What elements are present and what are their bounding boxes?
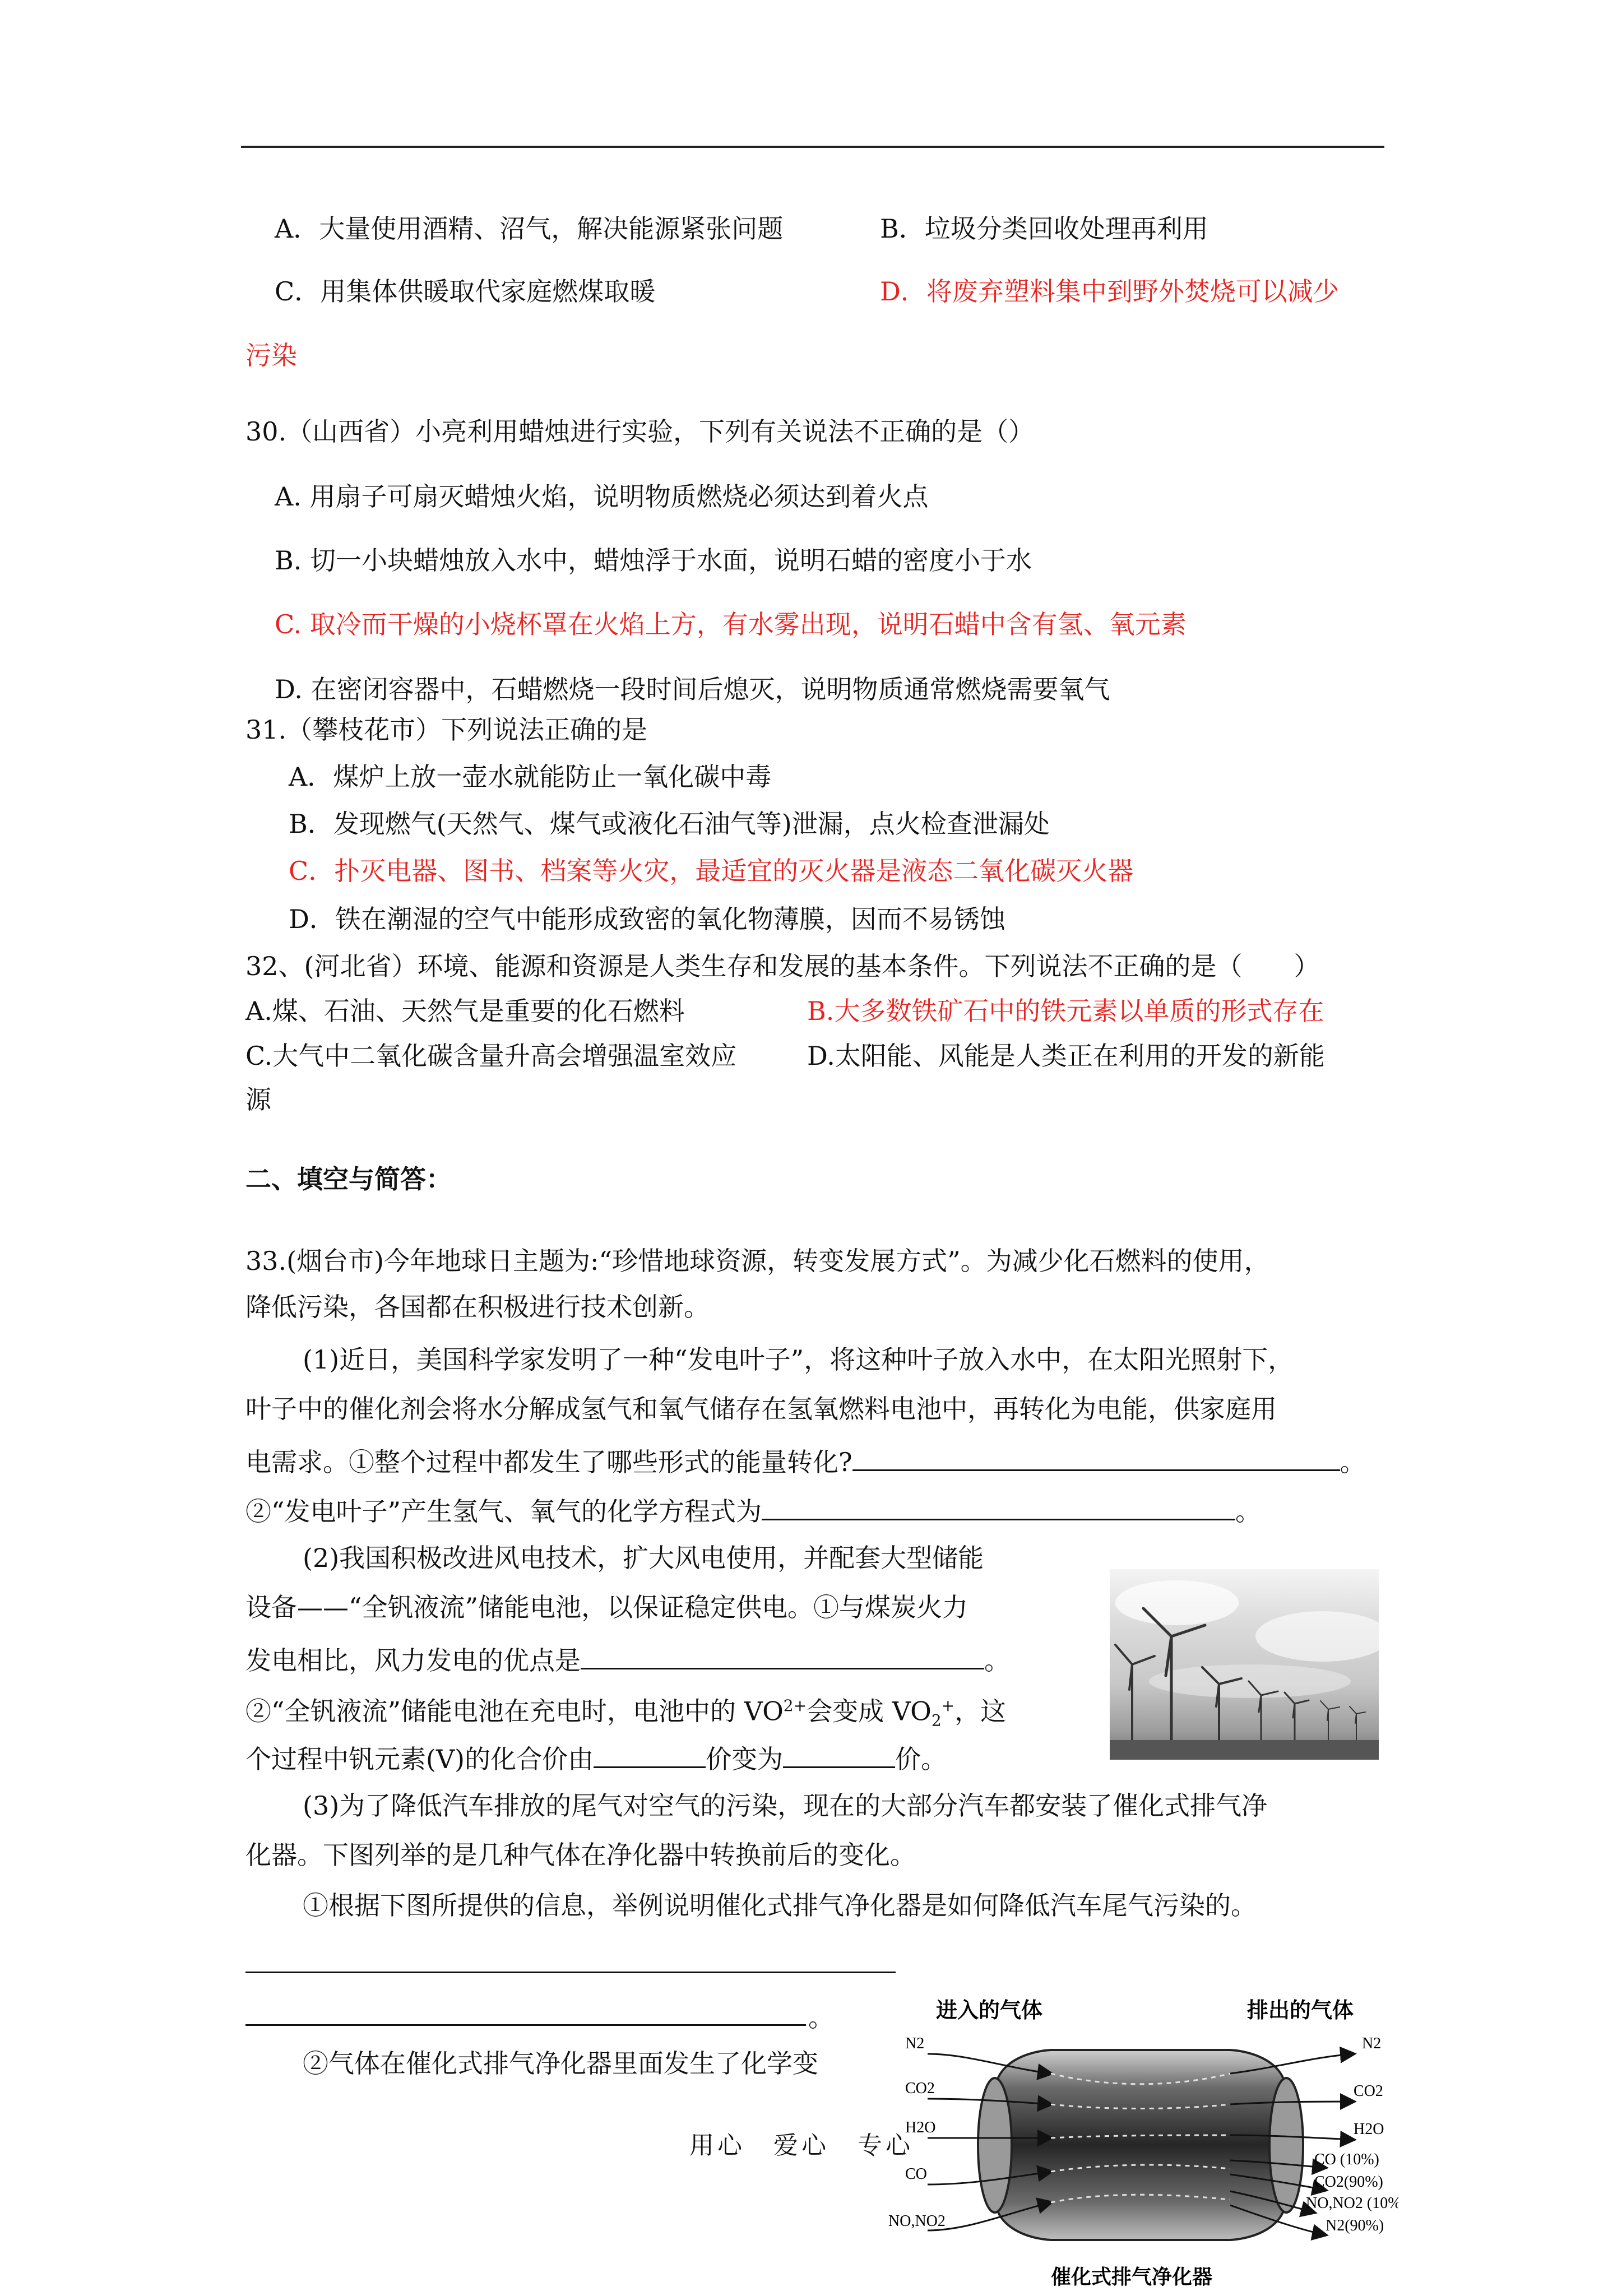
q29-option-a: A．大量使用酒精、沼气，解决能源紧张问题: [275, 214, 784, 244]
q32-option-d: D.太阳能、风能是人类正在利用的开发的新能: [807, 1041, 1325, 1071]
q30-stem: 30.（山西省）小亮利用蜡烛进行实验，下列有关说法不正确的是（）: [245, 416, 1035, 447]
header-rule: [241, 146, 1384, 148]
answer-blank-valence-from[interactable]: [594, 1738, 706, 1768]
catalytic-converter-figure: [883, 1984, 1398, 2294]
q30-option-d: D. 在密闭容器中，石蜡燃烧一段时间后熄灭，说明物质通常燃烧需要氧气: [275, 674, 1110, 704]
converter-body: [995, 2050, 1286, 2240]
q33-stem-line2: 降低污染，各国都在积极进行技术创新。: [245, 1292, 710, 1322]
q33-p2-line5: 个过程中钒元素(V)的化合价由 价变为 价。: [245, 1738, 947, 1776]
q33-stem-line1: 33.(烟台市)今年地球日主题为:“珍惜地球资源，转变发展方式”。为减少化石燃料的使用，: [245, 1246, 1270, 1276]
q31-option-d: D．铁在潮湿的空气中能形成致密的氧化物薄膜，因而不易锈蚀: [289, 904, 1005, 934]
answer-blank-equation[interactable]: [762, 1491, 1235, 1520]
input-gas-co2: CO2: [905, 2080, 935, 2097]
q32-option-d-cont: 源: [245, 1084, 271, 1115]
section-title: 二、填空与简答：: [245, 1164, 452, 1194]
q33-p1-line3: 电需求。①整个过程中都发生了哪些形式的能量转化? 。: [245, 1441, 1366, 1479]
q33-p3-line2: 化器。下图列举的是几种气体在净化器中转换前后的变化。: [245, 1840, 916, 1870]
output-gas-co2: CO2: [1354, 2082, 1383, 2100]
answer-blank-valence-to[interactable]: [783, 1738, 895, 1768]
q33-p2-line4: ②“全钒液流”储能电池在充电时，电池中的 $VO^{2+}$会变成 $VO_2^+$，这: [245, 1696, 1007, 1730]
output-gases-title: 排出的气体: [1247, 1999, 1354, 2023]
q33-p1-line4: ②“发电叶子”产生氢气、氧气的化学方程式为 。: [245, 1491, 1261, 1528]
q33-p2-line2: 设备——“全钒液流”储能电池，以保证稳定供电。①与煤炭火力: [245, 1592, 968, 1622]
q33-p3-line4-end: 。: [808, 2002, 834, 2033]
input-gas-no-no2: NO,NO2: [888, 2212, 946, 2230]
q33-p1-line1: (1)近日，美国科学家发明了一种“发电叶子”，将这种叶子放入水中，在太阳光照射下，: [303, 1344, 1294, 1375]
output-gas-n2: N2: [1362, 2035, 1382, 2052]
answer-blank-energy[interactable]: [852, 1441, 1340, 1471]
output-gas-co: CO (10%): [1314, 2151, 1379, 2168]
output-gas-n2-90: N2(90%): [1326, 2217, 1384, 2234]
page-footer: 用心 爱心 专心: [689, 2131, 914, 2160]
input-gas-n2: N2: [905, 2035, 925, 2052]
q29-option-d: D．将废弃塑料集中到野外焚烧可以减少: [880, 276, 1339, 307]
q29-option-c: C．用集体供暖取代家庭燃煤取暖: [275, 276, 656, 307]
output-gas-co2-90: CO2(90%): [1314, 2173, 1383, 2191]
q32-option-a: A.煤、石油、天然气是重要的化石燃料: [245, 996, 685, 1026]
wind-turbine-photo: [1110, 1569, 1379, 1760]
q32-stem: 32、(河北省）环境、能源和资源是人类生存和发展的基本条件。下列说法不正确的是（ ）: [245, 951, 1320, 981]
q32-option-b: B.大多数铁矿石中的铁元素以单质的形式存在: [807, 996, 1324, 1026]
q33-p2-line1: (2)我国积极改进风电技术，扩大风电使用，并配套大型储能: [303, 1543, 984, 1573]
answer-line-1[interactable]: [245, 1972, 896, 1973]
q31-stem: 31.（攀枝花市）下列说法正确的是: [245, 715, 648, 745]
q29-option-b: B．垃圾分类回收处理再利用: [880, 214, 1208, 244]
q32-option-c: C.大气中二氧化碳含量升高会增强温室效应: [245, 1041, 737, 1071]
q33-p3-line1: (3)为了降低汽车排放的尾气对空气的污染，现在的大部分汽车都安装了催化式排气净: [303, 1791, 1268, 1821]
q33-p1-line2: 叶子中的催化剂会将水分解成氢气和氧气储存在氢氧燃料电池中，再转化为电能，供家庭用: [245, 1394, 1277, 1424]
q33-p2-line3: 发电相比，风力发电的优点是 。: [245, 1640, 1010, 1677]
input-gas-h2o: H2O: [905, 2119, 936, 2136]
output-gas-no-no2: NO,NO2 (10%): [1306, 2195, 1398, 2212]
q30-option-c: C. 取冷而干燥的小烧杯罩在火焰上方，有水雾出现，说明石蜡中含有氢、氧元素: [275, 609, 1187, 639]
q33-p3-line5: ②气体在催化式排气净化器里面发生了化学变: [303, 2048, 818, 2079]
q29-option-d-cont: 污染: [245, 340, 297, 370]
q31-option-b: B．发现燃气(天然气、煤气或液化石油气等)泄漏，点火检查泄漏处: [289, 809, 1050, 839]
answer-blank-wind-advantage[interactable]: [581, 1640, 984, 1669]
q30-option-a: A. 用扇子可扇灭蜡烛火焰，说明物质燃烧必须达到着火点: [275, 481, 929, 512]
q31-option-a: A．煤炉上放一壶水就能防止一氧化碳中毒: [289, 762, 772, 792]
figure-caption: 催化式排气净化器: [1051, 2266, 1213, 2288]
input-gas-co: CO: [905, 2165, 927, 2183]
q31-option-c: C．扑灭电器、图书、档案等火灾，最适宜的灭火器是液态二氧化碳灭火器: [289, 856, 1134, 886]
q30-option-b: B. 切一小块蜡烛放入水中，蜡烛浮于水面，说明石蜡的密度小于水: [275, 545, 1032, 576]
answer-line-2[interactable]: [245, 2024, 806, 2026]
input-gases-title: 进入的气体: [936, 1999, 1043, 2023]
output-gas-h2o: H2O: [1354, 2121, 1384, 2138]
q33-p3-line3: ①根据下图所提供的信息，举例说明催化式排气净化器是如何降低汽车尾气污染的。: [303, 1890, 1257, 1921]
